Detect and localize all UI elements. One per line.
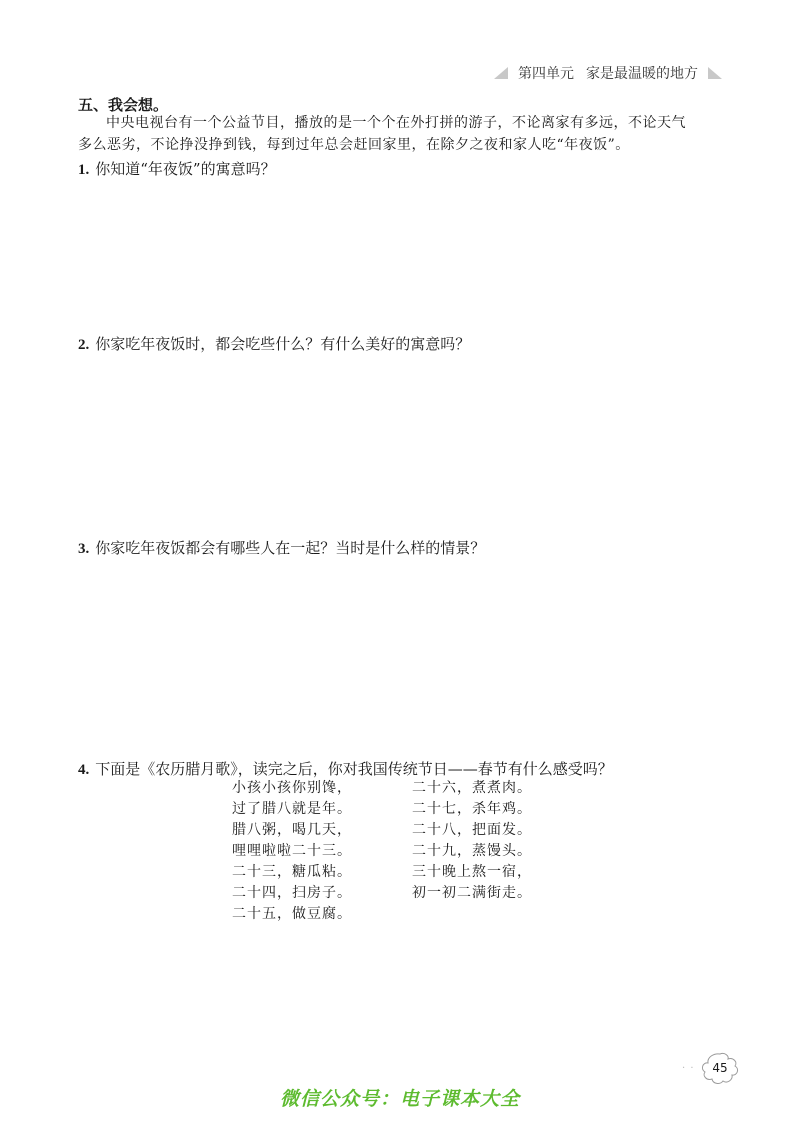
song-line: 二十四，扫房子。 bbox=[232, 885, 352, 901]
question-4 bbox=[78, 758, 613, 779]
song-line: 过了腊八就是年。 bbox=[232, 801, 352, 817]
question-number: 2. bbox=[78, 337, 90, 353]
page-number: 45 bbox=[712, 1061, 728, 1075]
song-line: 二十七，杀年鸡。 bbox=[412, 801, 532, 817]
question-text: 你家吃年夜饭时，都会吃些什么？有什么美好的寓意吗？ bbox=[95, 335, 471, 353]
song-line: 二十九，蒸馒头。 bbox=[412, 843, 532, 859]
question-number: 4. bbox=[78, 762, 90, 778]
song-line: 二十八，把面发。 bbox=[412, 822, 532, 838]
song-line: 二十五，做豆腐。 bbox=[232, 906, 352, 922]
header-left-triangle-icon bbox=[494, 67, 508, 79]
intro-paragraph-line-1: 中央电视台有一个公益节目，播放的是一个个在外打拼的游子，不论离家有多远，不论天气 bbox=[106, 115, 686, 131]
song-line: 哩哩啦啦二十三。 bbox=[232, 843, 352, 859]
question-text: 你家吃年夜饭都会有哪些人在一起？当时是什么样的情景？ bbox=[95, 539, 486, 557]
song-line: 小孩小孩你别馋， bbox=[232, 780, 352, 796]
header-text bbox=[518, 63, 698, 83]
header-unit: 第四单元 bbox=[518, 66, 574, 82]
section-title: 五、我会想。 bbox=[78, 96, 169, 114]
song-line: 三十晚上熬一宿， bbox=[412, 864, 532, 880]
intro-paragraph-line-2: 多么恶劣，不论挣没挣到钱，每到过年总会赶回家里，在除夕之夜和家人吃“年夜饭”。 bbox=[78, 137, 630, 153]
question-text: 你知道“年夜饭”的寓意吗？ bbox=[95, 160, 276, 178]
question-3 bbox=[78, 537, 485, 558]
song-right-column bbox=[412, 778, 532, 904]
question-number: 3. bbox=[78, 541, 90, 557]
watermark: 微信公众号：电子课本大全 bbox=[279, 1088, 520, 1110]
song-line: 腊八粥，喝几天， bbox=[232, 822, 352, 838]
decorative-dots-icon: · · bbox=[682, 1063, 695, 1074]
header-right-triangle-icon bbox=[708, 67, 722, 79]
question-1 bbox=[78, 158, 276, 179]
page-number-badge bbox=[700, 1051, 740, 1085]
question-number: 1. bbox=[78, 162, 90, 178]
header-title: 家是最温暖的地方 bbox=[586, 66, 698, 82]
song-line: 初一初二满街走。 bbox=[412, 885, 532, 901]
running-header bbox=[494, 62, 722, 84]
song-line: 二十三，糖瓜粘。 bbox=[232, 864, 352, 880]
question-2 bbox=[78, 333, 470, 354]
song-line: 二十六，煮煮肉。 bbox=[412, 780, 532, 796]
song-left-column bbox=[232, 778, 352, 925]
question-text: 下面是《农历腊月歌》，读完之后，你对我国传统节日——春节有什么感受吗？ bbox=[95, 760, 613, 778]
